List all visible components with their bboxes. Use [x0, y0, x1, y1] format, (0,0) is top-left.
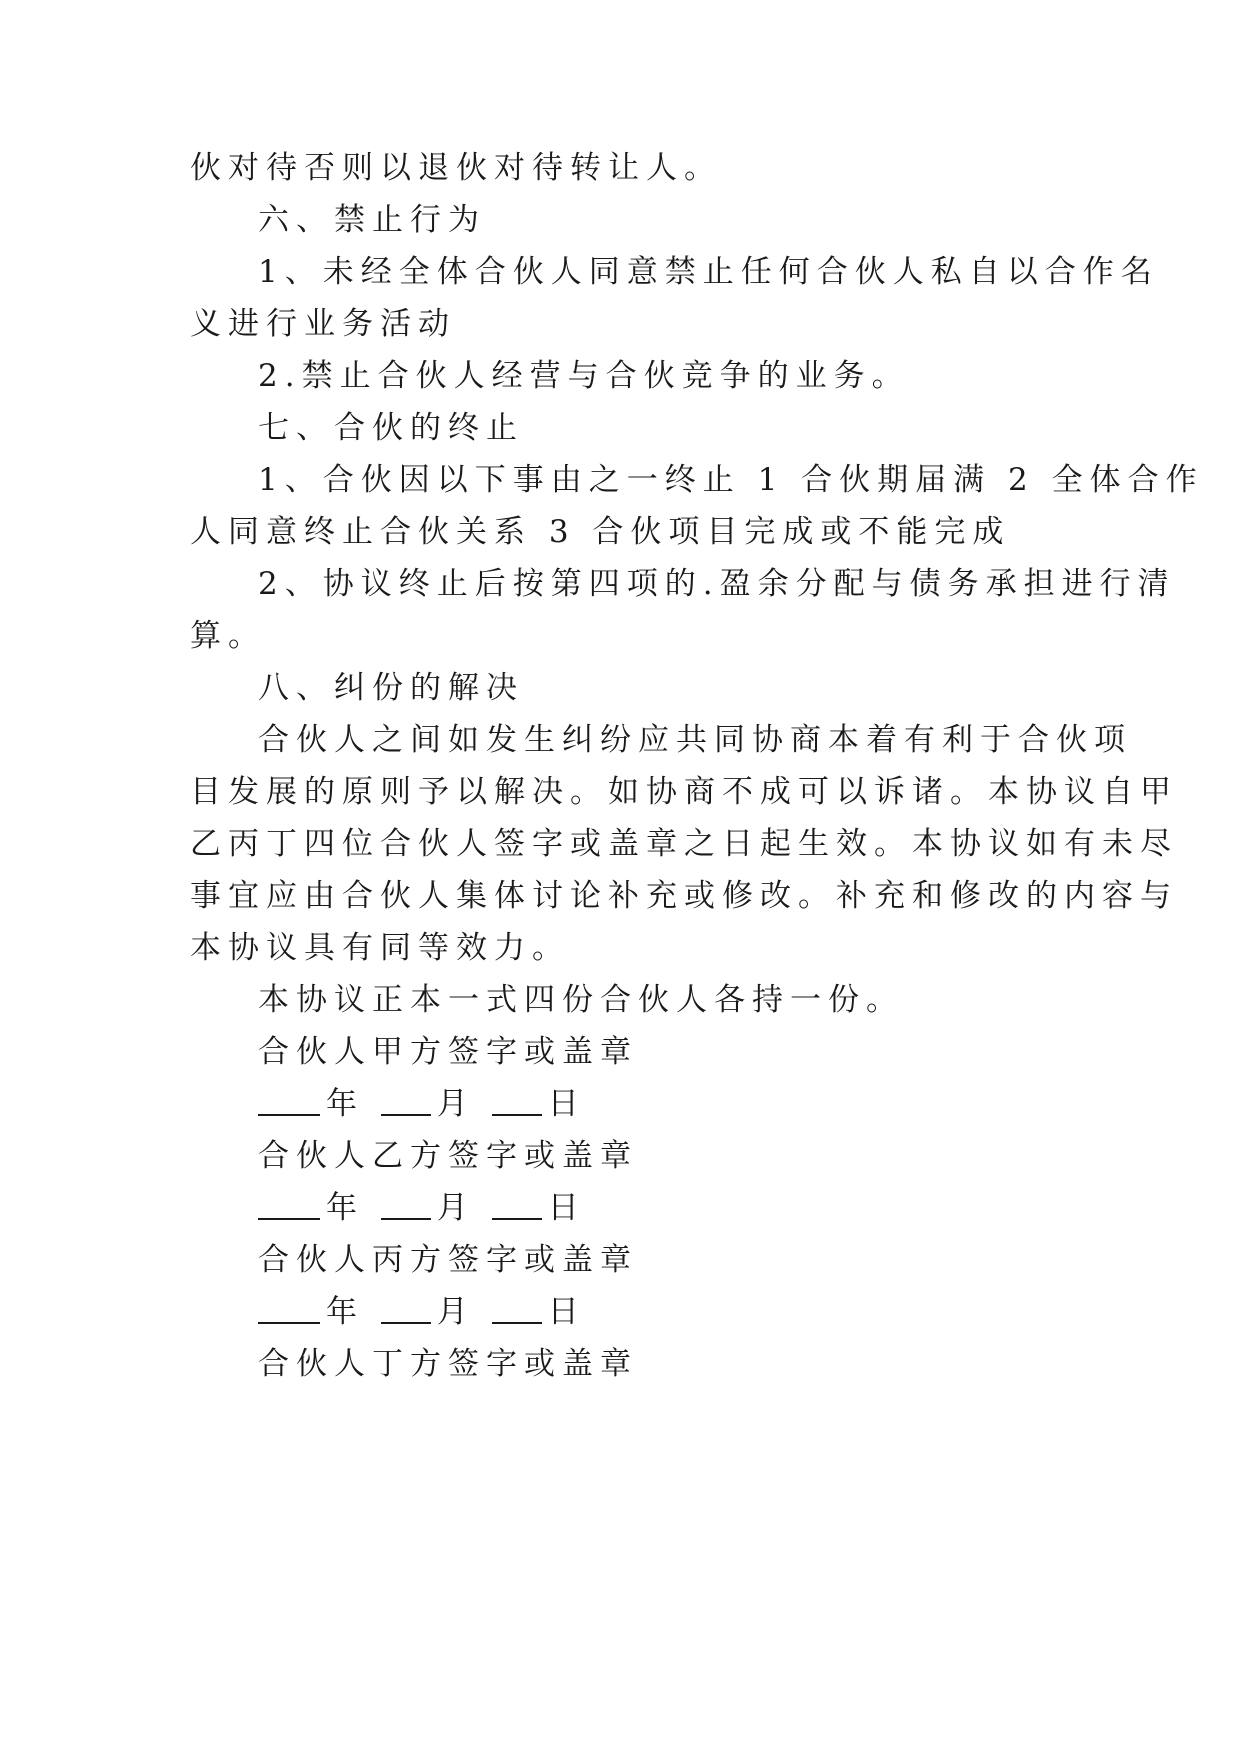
- section-heading: 八、纠份的解决: [258, 670, 524, 706]
- month-label: 月: [436, 1294, 475, 1330]
- year-blank: [258, 1292, 320, 1324]
- signature-label-party-a: 合伙人甲方签字或盖章: [258, 1034, 638, 1070]
- signature-label-party-b: 合伙人乙方签字或盖章: [258, 1138, 638, 1174]
- date-line-party-a: [258, 1084, 1128, 1124]
- signature-label-party-d: 合伙人丁方签字或盖章: [258, 1346, 638, 1382]
- year-blank: [258, 1188, 320, 1220]
- day-blank: [492, 1084, 542, 1116]
- paragraph-line: 2、协议终止后按第四项的.盈余分配与债务承担进行清: [258, 566, 1176, 602]
- year-label: 年: [326, 1294, 364, 1330]
- month-label: 月: [436, 1190, 475, 1226]
- paragraph-line: 伙对待否则以退伙对待转让人。: [190, 150, 722, 186]
- paragraph-line: 本协议正本一式四份合伙人各持一份。: [258, 982, 904, 1018]
- paragraph-line: 1、合伙因以下事由之一终止 1 合伙期届满 2 全体合作: [258, 462, 1204, 498]
- year-blank: [258, 1084, 320, 1116]
- month-label: 月: [436, 1086, 475, 1122]
- day-label: 日: [547, 1294, 586, 1330]
- date-line-party-c: [258, 1292, 1128, 1332]
- paragraph-line: 义进行业务活动: [190, 306, 456, 342]
- paragraph-line: 算。: [190, 618, 266, 654]
- date-line-party-b: [258, 1188, 1128, 1228]
- paragraph-line: 2.禁止合伙人经营与合伙竞争的业务。: [258, 358, 910, 394]
- month-blank: [381, 1084, 431, 1116]
- year-label: 年: [326, 1086, 364, 1122]
- paragraph-line: 事宜应由合伙人集体讨论补充或修改。补充和修改的内容与: [190, 878, 1178, 914]
- signature-label-party-c: 合伙人丙方签字或盖章: [258, 1242, 638, 1278]
- paragraph-line: 人同意终止合伙关系 3 合伙项目完成或不能完成: [190, 514, 1011, 550]
- section-heading: 七、合伙的终止: [258, 410, 524, 446]
- day-label: 日: [547, 1086, 586, 1122]
- section-heading: 六、禁止行为: [258, 202, 486, 238]
- paragraph-line: 目发展的原则予以解决。如协商不成可以诉诸。本协议自甲: [190, 774, 1178, 810]
- day-label: 日: [547, 1190, 586, 1226]
- month-blank: [381, 1188, 431, 1220]
- year-label: 年: [326, 1190, 364, 1226]
- paragraph-line: 本协议具有同等效力。: [190, 930, 570, 966]
- day-blank: [492, 1292, 542, 1324]
- paragraph-line: 乙丙丁四位合伙人签字或盖章之日起生效。本协议如有未尽: [190, 826, 1178, 862]
- day-blank: [492, 1188, 542, 1220]
- paragraph-line: 合伙人之间如发生纠纷应共同协商本着有利于合伙项: [258, 722, 1132, 758]
- paragraph-line: 1、未经全体合伙人同意禁止任何合伙人私自以合作名: [258, 254, 1159, 290]
- month-blank: [381, 1292, 431, 1324]
